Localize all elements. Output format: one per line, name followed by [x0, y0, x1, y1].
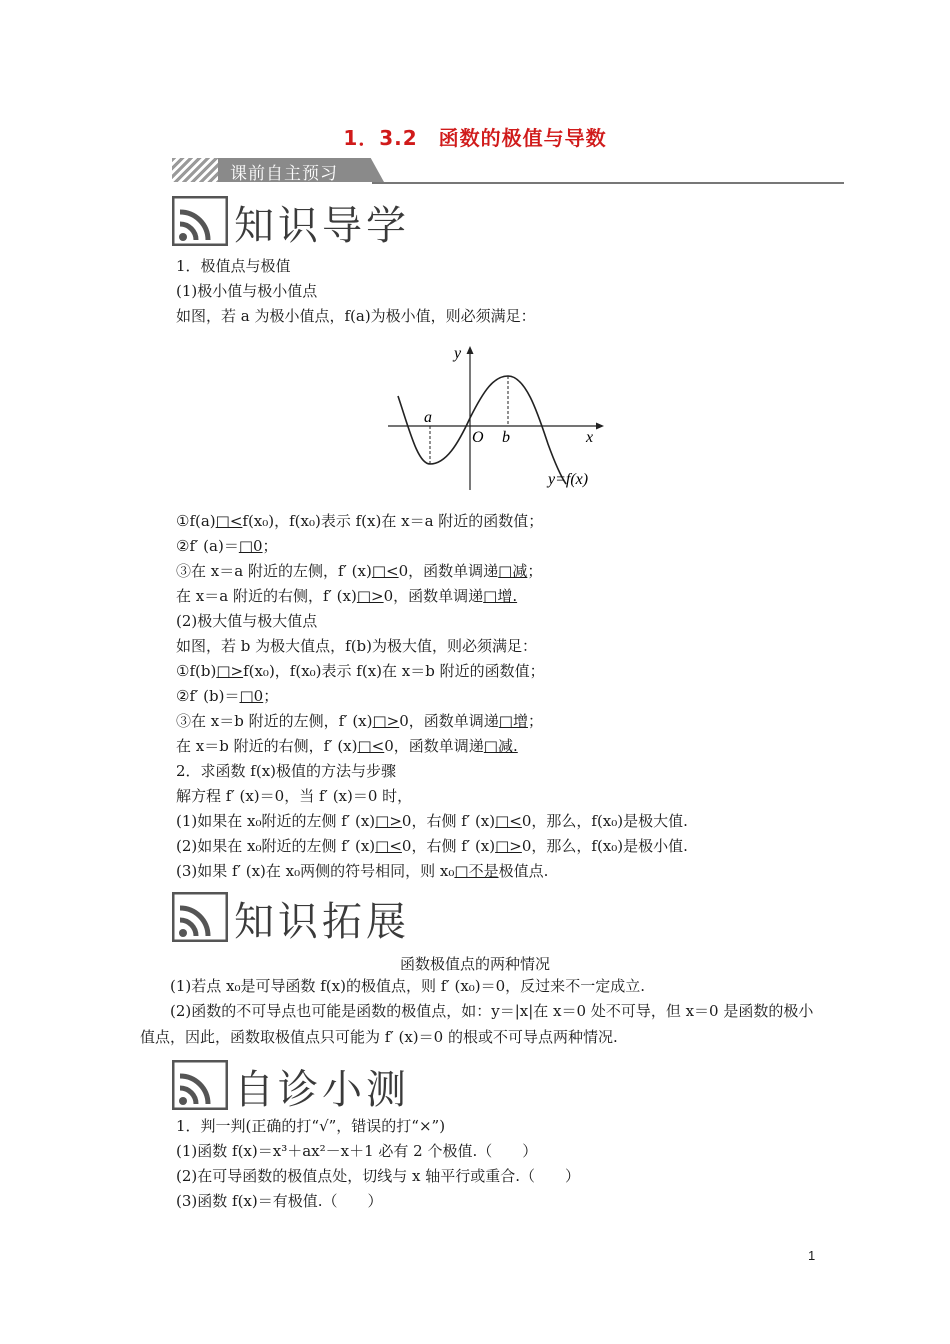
method-3 [176, 861, 548, 881]
banner-rule [372, 182, 844, 184]
max-cond-3-mid: 0，函数单调递 [399, 712, 499, 730]
max-cond-3-post: ； [527, 712, 543, 730]
min-cond-3-blank-1: □< [371, 562, 399, 580]
quiz-q1-2: (2)在可导函数的极值点处，切线与 x 轴平行或重合.（ ） [176, 1167, 581, 1185]
max-cond-1-post: f(x₀)，f(x₀)表示 f(x)在 x＝b 附近的函数值； [243, 662, 545, 680]
y-label: y [454, 345, 462, 362]
min-intro: 如图，若 a 为极小值点，f(a)为极小值，则必须满足： [176, 307, 536, 325]
max-cond-4-blank-1: □< [357, 737, 385, 755]
min-cond-2 [176, 536, 278, 556]
method-3-blank: □不是 [454, 862, 499, 880]
expansion-p1: (1)若点 x₀是可导函数 f(x)的极值点，则 f′ (x₀)＝0，反过来不一定成立. [170, 977, 645, 995]
method-2-pre: (2)如果在 x₀附近的左侧 f′ (x) [176, 837, 376, 855]
section-header-knowledge [172, 192, 432, 248]
max-cond-2-pre: ②f′ (b)＝ [176, 687, 240, 705]
max-cond-2-post: ； [263, 687, 279, 705]
page-number: 1 [808, 1248, 816, 1263]
max-cond-3-blank-1: □> [372, 712, 400, 730]
method-2-mid: 0，右侧 f′ (x) [401, 837, 496, 855]
method-1-mid: 0，右侧 f′ (x) [401, 812, 496, 830]
min-cond-3-post: ； [527, 562, 543, 580]
section-title: 知识导学 [234, 203, 410, 249]
section-title: 知识拓展 [234, 899, 410, 945]
method-1-post: 0，那么，f(x₀)是极大值. [521, 812, 688, 830]
max-cond-1-blank: □> [216, 662, 244, 680]
method-2-blank-2: □> [495, 837, 522, 855]
rss-icon [172, 196, 228, 246]
expansion-heading: 函数极值点的两种情况 [399, 955, 550, 973]
min-cond-3-pre: ③在 x＝a 附近的左侧，f′ (x) [176, 562, 372, 580]
min-cond-2-post: ； [262, 537, 278, 555]
min-cond-3 [176, 561, 542, 581]
heading-1: 1．极值点与极值 [176, 257, 291, 275]
max-cond-3-pre: ③在 x＝b 附近的左侧，f′ (x) [176, 712, 373, 730]
max-cond-4 [176, 736, 518, 756]
min-cond-1-pre: ①f(a) [176, 512, 216, 530]
rss-icon [172, 892, 228, 942]
min-cond-4-pre: 在 x＝a 附近的右侧，f′ (x) [176, 587, 357, 605]
x-label: x [586, 429, 594, 446]
method-3-post: 极值点. [498, 862, 549, 880]
max-cond-1 [176, 661, 545, 681]
max-cond-4-blank-2: □减. [483, 737, 518, 755]
min-cond-1-blank: □< [215, 512, 243, 530]
max-cond-3 [176, 711, 543, 731]
section-header-quiz [172, 1056, 432, 1112]
page-title: 1．3.2 函数的极值与导数 [343, 126, 607, 150]
max-intro: 如图，若 b 为极大值点，f(b)为极大值，则必须满足： [176, 637, 537, 655]
heading-1-1: (1)极小值与极小值点 [176, 282, 318, 300]
section-header-expansion [172, 888, 432, 944]
max-cond-4-pre: 在 x＝b 附近的右侧，f′ (x) [176, 737, 358, 755]
section-title: 自诊小测 [234, 1067, 410, 1113]
min-cond-3-mid: 0，函数单调递 [398, 562, 499, 580]
min-cond-4 [176, 586, 517, 606]
min-cond-2-blank: □0 [238, 537, 263, 555]
banner-stripes [172, 158, 220, 182]
expansion-p2: (2)函数的不可导点也可能是函数的极值点，如：y＝|x|在 x＝0 处不可导，但 x＝0 是函数的极小值点，因此，函数取极值点只可能为 f′ (x)＝0 的根或不可导点两种情况. [140, 1002, 814, 1046]
curve-label: y=f(x) [548, 471, 589, 488]
method-2 [176, 836, 688, 856]
rss-icon [172, 1060, 228, 1110]
method-2-blank-1: □< [375, 837, 402, 855]
max-cond-2 [176, 686, 278, 706]
min-cond-1 [176, 511, 543, 531]
section-banner [172, 156, 844, 186]
min-cond-3-blank-2: □减 [498, 562, 528, 580]
max-cond-3-blank-2: □增 [498, 712, 528, 730]
a-label: a [424, 409, 432, 426]
min-cond-4-blank-2: □增. [483, 587, 518, 605]
method-1-blank-2: □< [495, 812, 522, 830]
method-1-pre: (1)如果在 x₀附近的左侧 f′ (x) [176, 812, 376, 830]
function-graph [376, 332, 614, 502]
heading-1-2: (2)极大值与极大值点 [176, 612, 318, 630]
method-intro: 解方程 f′ (x)＝0，当 f′ (x)＝0 时， [176, 787, 413, 805]
heading-2: 2．求函数 f(x)极值的方法与步骤 [176, 762, 397, 780]
max-cond-1-pre: ①f(b) [176, 662, 217, 680]
origin-label: O [472, 429, 484, 446]
min-cond-4-blank-1: □> [356, 587, 384, 605]
method-3-pre: (3)如果 f′ (x)在 x₀两侧的符号相同，则 x₀ [176, 862, 455, 880]
quiz-q1-1: (1)函数 f(x)＝x³＋ax²－x＋1 必有 2 个极值.（ ） [176, 1142, 538, 1160]
method-2-post: 0，那么，f(x₀)是极小值. [521, 837, 688, 855]
min-cond-2-pre: ②f′ (a)＝ [176, 537, 239, 555]
max-cond-4-mid: 0，函数单调递 [384, 737, 484, 755]
quiz-q1: 1．判一判(正确的打“√”，错误的打“×”) [176, 1117, 446, 1135]
min-cond-1-post: f(x₀)，f(x₀)表示 f(x)在 x＝a 附近的函数值； [242, 512, 544, 530]
method-1 [176, 811, 688, 831]
banner-label: 课前自主预习 [230, 164, 338, 184]
b-label: b [502, 429, 510, 446]
method-1-blank-1: □> [375, 812, 402, 830]
max-cond-2-blank: □0 [239, 687, 264, 705]
quiz-q1-3: (3)函数 f(x)＝有极值.（ ） [176, 1192, 383, 1210]
min-cond-4-mid: 0，函数单调递 [383, 587, 484, 605]
